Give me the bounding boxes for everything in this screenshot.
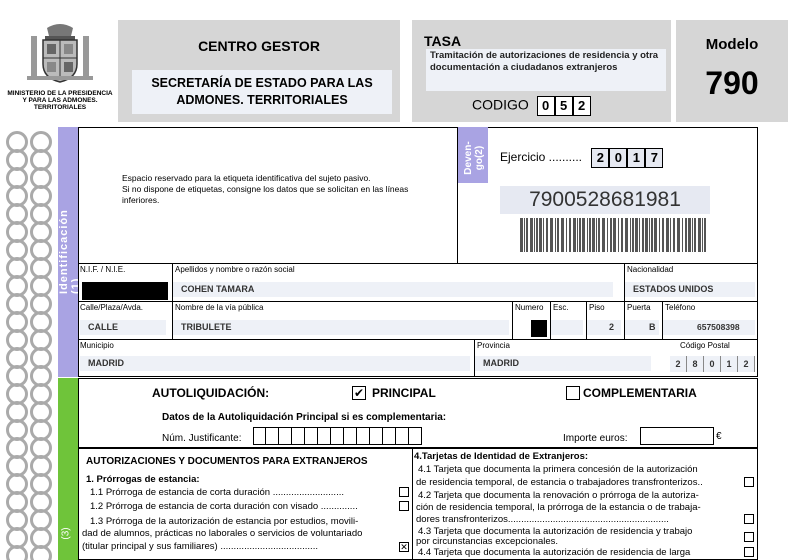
autorizaciones-band-label: (3)	[60, 527, 72, 540]
provincia-cell	[474, 340, 670, 377]
principal-checkbox[interactable]: ✔	[353, 386, 365, 400]
cp-label: Código Postal	[680, 341, 730, 350]
autorizaciones-title: AUTORIZACIONES Y DOCUMENTOS PARA EXTRANJEROS	[86, 456, 368, 467]
cp-digit[interactable]: 2	[670, 356, 687, 372]
via-cell	[172, 302, 512, 339]
justificante-cell[interactable]	[318, 427, 331, 445]
codigo-field	[472, 96, 591, 116]
nacionalidad-cell	[624, 264, 758, 301]
justificante-cell[interactable]	[266, 427, 279, 445]
item-4-1-line2: de residencia temporal, de estancia o trabajadores transfronterizos..	[416, 477, 703, 488]
nacionalidad-input[interactable]: ESTADOS UNIDOS	[625, 282, 755, 297]
tarjetas-title: 4.Tarjetas de Identidad de Extranjeros:	[414, 451, 589, 462]
nif-row	[78, 263, 758, 301]
provincia-label: Provincia	[477, 341, 510, 350]
justificante-cell[interactable]	[305, 427, 318, 445]
numero-redacted	[531, 320, 547, 337]
cp-digit[interactable]: 1	[721, 356, 738, 372]
devengo-label: Deven- go(2)	[463, 141, 485, 175]
codigo-label: CODIGO	[472, 96, 529, 113]
nombre-cell	[172, 264, 624, 301]
complementaria-label: COMPLEMENTARIA	[583, 386, 697, 400]
ejercicio-label: Ejercicio ..........	[500, 150, 583, 165]
autoliquidacion-label: AUTOLIQUIDACIÓN:	[152, 386, 270, 400]
telefono-input[interactable]: 657508398	[663, 320, 755, 335]
devengo-band	[458, 127, 488, 183]
justificante-cell[interactable]	[292, 427, 305, 445]
nacionalidad-label: Nacionalidad	[627, 265, 674, 274]
item-4-2-line3: dores transfronterizos.............................................................	[416, 514, 669, 525]
justificante-cell[interactable]	[331, 427, 344, 445]
identificacion-band-label: Identificación (1)	[58, 209, 82, 294]
calle-label: Calle/Plaza/Avda.	[80, 303, 143, 312]
modelo-number: 790	[705, 65, 759, 101]
coat-of-arms-icon	[25, 22, 95, 88]
telefono-cell	[662, 302, 758, 339]
tasa-title: TASA	[424, 33, 462, 49]
codigo-digit: 5	[555, 96, 573, 116]
ministry-logo	[6, 22, 114, 122]
item-4-2-line2: ción de residencia temporal, la prórroga de la estancia o de trabaja-	[416, 502, 701, 513]
importe-input[interactable]	[640, 427, 714, 445]
nif-redacted	[82, 282, 168, 300]
ministry-name: MINISTERIO DE LA PRESIDENCIA Y PARA LAS ADMONES. TERRITORIALES	[7, 90, 113, 111]
barcode-number: 7900528681981	[500, 186, 710, 214]
modelo-panel	[676, 20, 788, 122]
esc-cell	[550, 302, 586, 339]
via-label: Nombre de la vía pública	[175, 303, 264, 312]
etiqueta-area	[78, 127, 458, 263]
importe-label: Importe euros:	[563, 433, 628, 444]
telefono-label: Teléfono	[665, 303, 696, 312]
puerta-input[interactable]: B	[625, 320, 659, 335]
esc-label: Esc.	[553, 303, 569, 312]
item-4-3-checkbox[interactable]	[744, 532, 754, 542]
item-4-2-line1: 4.2 Tarjeta que documenta la renovación o prórroga de la autoriza-	[418, 490, 699, 501]
tasa-panel	[412, 20, 671, 122]
complementaria-checkbox[interactable]	[566, 386, 580, 400]
provincia-input[interactable]: MADRID	[475, 356, 651, 371]
cp-digit[interactable]: 0	[704, 356, 721, 372]
principal-label: PRINCIPAL	[372, 386, 436, 400]
item-1-2: 1.2 Prórroga de estancia de corta duración con visado ..............	[90, 501, 358, 512]
centro-gestor-panel	[118, 20, 400, 122]
item-4-4-line1: 4.4 Tarjeta que documenta la autorización de residencia de larga	[418, 547, 691, 558]
item-4-1-line1: 4.1 Tarjeta que documenta la primera concesión de la autorización	[418, 464, 698, 475]
item-4-1-checkbox[interactable]	[744, 477, 754, 487]
codigo-digit: 2	[573, 96, 591, 116]
justificante-cell[interactable]	[383, 427, 396, 445]
piso-cell	[586, 302, 624, 339]
cp-digit[interactable]: 2	[738, 356, 755, 372]
item-4-3-line2: por circunstancias excepcionales.	[416, 536, 559, 547]
municipio-input[interactable]: MADRID	[80, 356, 470, 371]
cp-cell	[670, 340, 758, 377]
decorative-circle	[6, 545, 28, 560]
item-4-4-checkbox[interactable]	[744, 547, 754, 557]
item-1-1-checkbox[interactable]	[399, 487, 409, 497]
identificacion-band	[58, 127, 82, 377]
puerta-label: Puerta	[627, 303, 651, 312]
datos-principal-label: Datos de la Autoliquidación Principal si es complementaria:	[162, 412, 447, 423]
etiqueta-text-1: Espacio reservado para la etiqueta identificativa del sujeto pasivo.	[122, 173, 371, 183]
tasa-description: Tramitación de autorizaciones de residencia y otra documentación a ciudadanos extranjeros	[426, 49, 666, 91]
num-justificante-input[interactable]	[253, 427, 422, 445]
ejercicio-digit[interactable]: 7	[645, 148, 663, 168]
ejercicio-digit[interactable]: 1	[627, 148, 645, 168]
justificante-cell[interactable]	[370, 427, 383, 445]
item-1-3-line1: 1.3 Prórroga de la autorización de estancia por estudios, movili-	[90, 516, 359, 527]
justificante-cell[interactable]	[253, 427, 266, 445]
centro-gestor-title: CENTRO GESTOR	[198, 38, 320, 54]
direccion-row	[78, 301, 758, 339]
justificante-cell[interactable]	[357, 427, 370, 445]
modelo-label: Modelo	[705, 36, 759, 53]
item-1-3-line2: dad de alumnos, prácticas no laborales o servicios de voluntariado	[82, 528, 363, 539]
column-divider	[412, 448, 413, 560]
decorative-circle	[30, 545, 52, 560]
ejercicio-digit[interactable]: 2	[591, 148, 609, 168]
item-1-1: 1.1 Prórroga de estancia de corta duración ...........................	[90, 487, 344, 498]
numero-cell	[512, 302, 550, 339]
puerta-cell	[624, 302, 662, 339]
nif-label: N.I.F. / N.I.E.	[80, 265, 126, 274]
justificante-cell[interactable]	[409, 427, 422, 445]
municipio-row	[78, 339, 758, 377]
codigo-digit: 0	[537, 96, 555, 116]
barcode-icon	[520, 218, 708, 252]
decorative-circle-strip	[0, 127, 58, 560]
nombre-label: Apellidos y nombre o razón social	[175, 265, 295, 274]
justificante-cell[interactable]	[396, 427, 409, 445]
piso-label: Piso	[589, 303, 605, 312]
cp-digits	[670, 356, 755, 372]
piso-input[interactable]: 2	[587, 320, 621, 335]
via-input[interactable]: TRIBULETE	[173, 320, 509, 335]
item-1-3-line3: (titular principal y sus familiares) .....................................	[82, 541, 318, 552]
nombre-input[interactable]: COHEN TAMARA	[173, 282, 613, 297]
item-4-2-checkbox[interactable]	[744, 514, 754, 524]
item-1-2-checkbox[interactable]	[399, 501, 409, 511]
numero-label: Numero	[515, 303, 544, 312]
esc-input[interactable]	[551, 320, 583, 335]
calle-input[interactable]: CALLE	[80, 320, 166, 335]
item-1-3-checkbox[interactable]: ✕	[400, 542, 408, 552]
cp-digit[interactable]: 8	[687, 356, 704, 372]
num-justificante-label: Núm. Justificante:	[162, 433, 242, 444]
euro-symbol: €	[716, 431, 722, 442]
justificante-cell[interactable]	[279, 427, 292, 445]
ejercicio-digit[interactable]: 0	[609, 148, 627, 168]
prorrogas-title: 1. Prórrogas de estancia:	[86, 474, 200, 485]
justificante-cell[interactable]	[344, 427, 357, 445]
municipio-label: Municipio	[80, 341, 114, 350]
ejercicio-field	[500, 148, 663, 168]
centro-gestor-value: SECRETARÍA DE ESTADO PARA LAS ADMONES. TERRITORIALES	[132, 70, 392, 114]
item-4-3-line1: 4.3 Tarjeta que documenta la autorización de residencia y trabajo	[418, 526, 693, 537]
etiqueta-text-2: Si no dispone de etiquetas, consigne los datos que se solicitan en las líneas inferiores.	[122, 184, 409, 205]
